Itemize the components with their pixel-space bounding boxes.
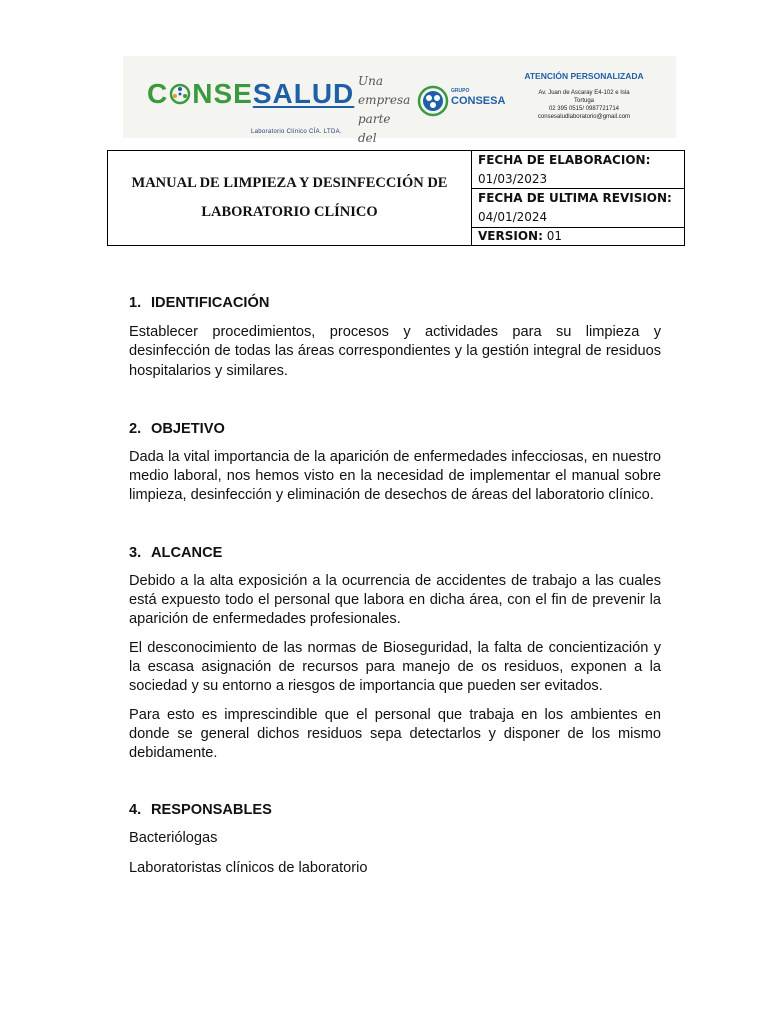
brand-name-nse: NSE [192,78,253,109]
section-heading [129,543,661,563]
contact-block [509,72,659,121]
section-paragraph: Establecer procedimientos, procesos y actividades para su limpieza y desinfección de todas las áreas correspondientes y la gestión integral de residuos hospitalarios y similares. [129,324,661,379]
contact-email: consesaludlaboratorio@gmail.com [537,114,631,120]
version-value: 01 [546,229,562,243]
section-title: OBJETIVO [151,420,225,437]
brand-logo [147,78,357,135]
stethoscope-icon [169,83,191,105]
version-cell [472,228,684,245]
slogan-line: Una [358,74,383,88]
brand-subtitle: Laboratorio Clínico CÍA. LTDA. [251,129,342,135]
section-title: RESPONSABLES [151,802,272,819]
section-title: ALCANCE [151,544,223,561]
document-title-line: LABORATORIO CLÍNICO [201,204,378,220]
group-name: CONSESA [451,95,506,107]
document-title [108,151,472,245]
revision-date-cell [472,189,684,228]
section-paragraph: Debido a la alta exposición a la ocurrencia de accidentes de trabajo a las cuales está expuesto todo el personal que labora en dicha área, con el fin de prevenir la aparición de enfermedades profesionales. [129,572,661,628]
creation-date-cell [472,151,684,189]
slogan-line: parte del [358,112,391,145]
group-logo [417,82,507,122]
slogan [358,72,411,148]
creation-date-value: 01/03/2023 [478,172,548,186]
section-number: 4. [129,802,142,819]
header-banner [123,56,676,145]
contact-address-2: Tortuga [573,98,594,104]
section-heading [129,419,661,439]
section-heading [129,800,661,820]
document-body [129,293,661,878]
section-title: IDENTIFICACIÓN [151,295,270,311]
creation-date-label: FECHA DE ELABORACION: [478,153,651,167]
section-paragraph: El desconocimiento de las normas de Bioseguridad, la falta de concientización y la escasa asignación de recursos para manejo de os residuos, exponen a la sociedad y su entorno a riesgos de importancia que pueden ser evitados. [129,639,661,695]
responsible-item: Bacteriólogas [129,830,218,847]
section-number: 2. [129,420,142,437]
document-title-line: MANUAL DE LIMPIEZA Y DESINFECCIÓN DE [131,175,448,191]
section-number: 3. [129,544,142,561]
section-heading [129,293,661,313]
revision-date-value: 04/01/2024 [478,210,548,224]
brand-name-salud: SALUD [252,78,355,109]
slogan-line: empresa [358,93,411,107]
contact-phone: 02 395 0515/ 0987721714 [548,106,620,112]
section-paragraph: Dada la vital importancia de la aparición de enfermedades infecciosas, en nuestro medio laboral, nos hemos visto en la necesidad de implementar el manual sobre limpieza, desinfección y eliminación de desechos de áreas del laboratorio clínico. [129,448,661,504]
section-number: 1. [129,295,142,311]
group-label-small: GRUPO [451,88,470,94]
section-paragraph: Para esto es imprescindible que el personal que trabaja en los ambientes en donde se general dichos residuos sepa detectarlos y disponer de los mismo debidamente. [129,706,661,762]
contact-address: Av. Juan de Ascaray E4-102 e Isla [538,90,630,96]
contact-title: ATENCIÓN PERSONALIZADA [524,71,644,81]
brand-name-c: C [147,78,169,109]
revision-date-label: FECHA DE ULTIMA REVISION: [478,191,672,205]
consesa-emblem-icon [417,85,449,117]
document-info-table [107,150,685,246]
version-label: VERSION: [478,229,543,243]
document-meta [472,151,684,245]
responsible-item: Laboratoristas clínicos de laboratorio [129,859,368,876]
brand-name [147,78,354,110]
